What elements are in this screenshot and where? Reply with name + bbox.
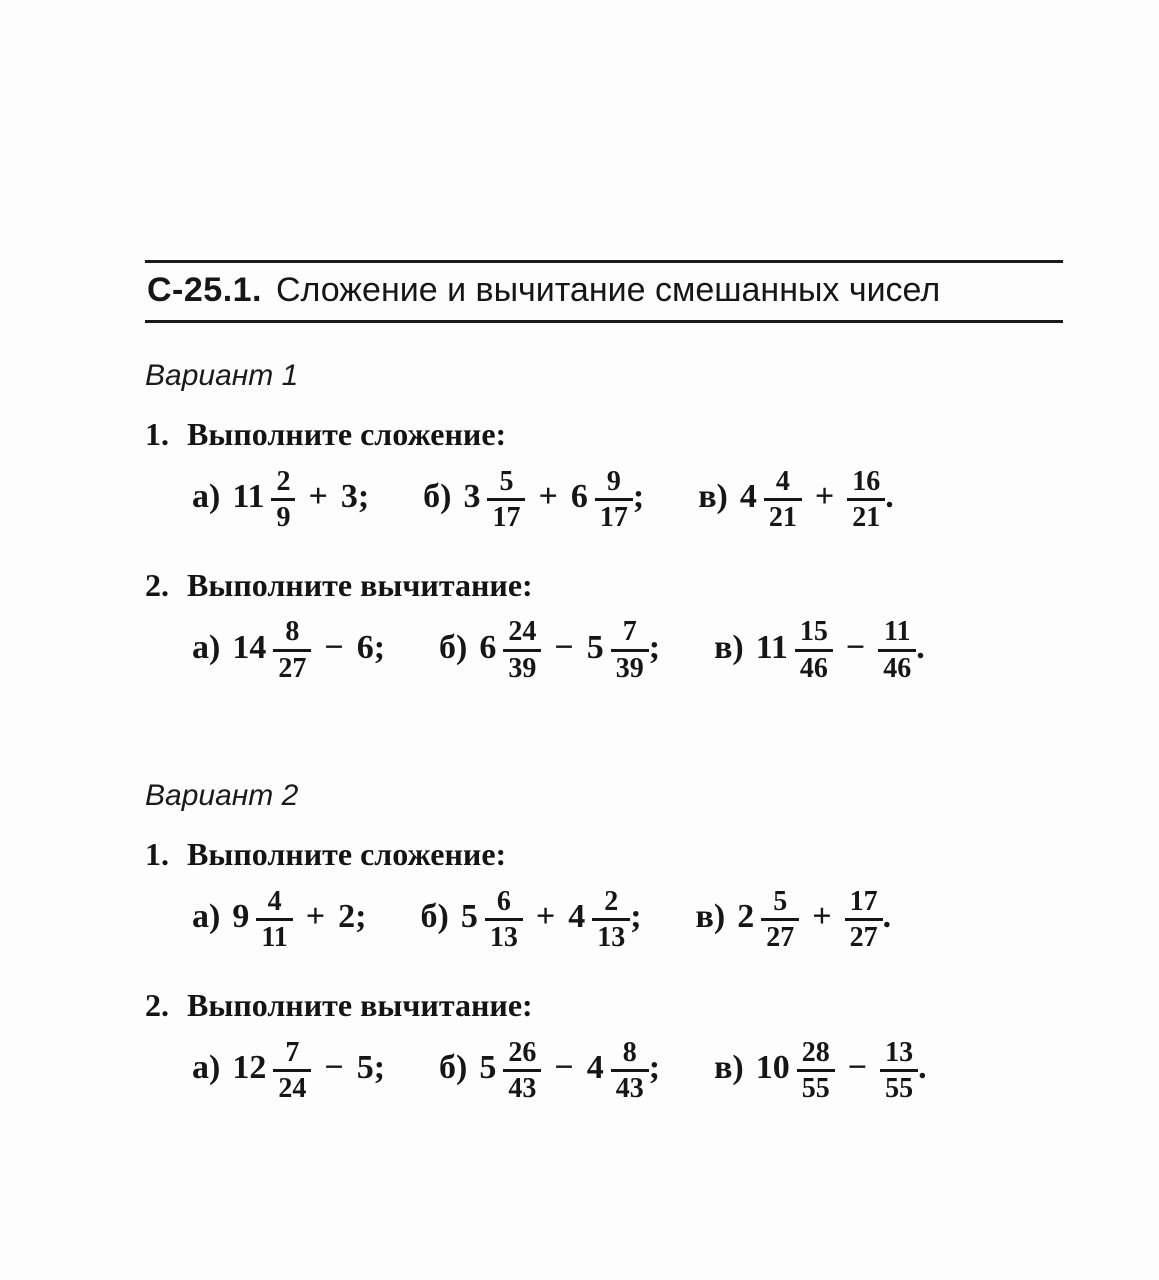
whole-number: 2 bbox=[737, 898, 755, 936]
problem-label: б) bbox=[420, 898, 449, 936]
header-title-row bbox=[145, 263, 1063, 320]
whole-number: 3 bbox=[463, 478, 481, 516]
problem-expression bbox=[232, 616, 386, 684]
end-punctuation: ; bbox=[630, 898, 642, 936]
numerator: 2 bbox=[604, 885, 619, 917]
problem bbox=[714, 615, 925, 684]
operator: + bbox=[812, 898, 832, 936]
problem-expression bbox=[479, 616, 661, 684]
problem-expression bbox=[232, 1036, 386, 1104]
fraction bbox=[503, 615, 541, 684]
operator: − bbox=[845, 628, 866, 666]
whole-number: 10 bbox=[755, 1048, 790, 1086]
denominator: 11 bbox=[256, 918, 292, 954]
task-text: Выполните сложение: bbox=[187, 415, 507, 452]
operator: + bbox=[308, 478, 328, 516]
problem-expression bbox=[479, 1036, 661, 1104]
header-bottom-rule bbox=[145, 320, 1063, 323]
whole-number: 2 bbox=[338, 898, 356, 936]
numerator: 7 bbox=[285, 1036, 300, 1068]
problems-row bbox=[145, 1036, 1063, 1108]
operator: − bbox=[847, 1048, 868, 1086]
fraction bbox=[611, 1036, 649, 1105]
numerator: 9 bbox=[606, 465, 621, 497]
operator: + bbox=[814, 478, 835, 516]
task-title bbox=[145, 836, 1063, 873]
numerator: 8 bbox=[285, 616, 300, 648]
end-punctuation: . bbox=[918, 1048, 927, 1086]
fraction bbox=[271, 465, 295, 534]
problems-row bbox=[145, 465, 1063, 537]
numerator: 8 bbox=[622, 1036, 637, 1068]
task-title bbox=[145, 567, 1063, 604]
end-punctuation: ; bbox=[355, 898, 367, 936]
whole-number: 11 bbox=[232, 478, 265, 516]
numerator: 17 bbox=[849, 885, 878, 917]
fraction bbox=[256, 885, 292, 954]
problem-label: а) bbox=[192, 898, 221, 936]
numerator: 15 bbox=[799, 616, 828, 648]
numerator: 6 bbox=[496, 885, 511, 917]
numerator: 24 bbox=[508, 616, 537, 648]
denominator: 21 bbox=[847, 498, 885, 534]
section-title: Сложение и вычитание смешанных чисел bbox=[276, 271, 941, 309]
problem-label: б) bbox=[423, 478, 452, 516]
denominator: 39 bbox=[611, 649, 649, 685]
end-punctuation: ; bbox=[648, 628, 661, 666]
variants-container bbox=[145, 359, 1063, 1107]
end-punctuation: ; bbox=[632, 478, 645, 516]
operator: − bbox=[324, 1048, 344, 1086]
numerator: 11 bbox=[884, 616, 911, 648]
numerator: 26 bbox=[508, 1036, 537, 1068]
end-punctuation: . bbox=[882, 898, 892, 936]
denominator: 55 bbox=[880, 1069, 918, 1105]
numerator: 28 bbox=[801, 1036, 830, 1068]
variant-name: Вариант 2 bbox=[145, 779, 299, 813]
whole-number: 5 bbox=[479, 1048, 497, 1086]
variant-name: Вариант 1 bbox=[145, 359, 299, 393]
task bbox=[145, 836, 1063, 957]
denominator: 9 bbox=[271, 498, 295, 534]
denominator: 24 bbox=[273, 1069, 311, 1105]
whole-number: 14 bbox=[232, 628, 267, 666]
denominator: 17 bbox=[487, 498, 525, 534]
operator: + bbox=[538, 478, 558, 516]
fraction bbox=[592, 885, 630, 954]
task-title bbox=[145, 416, 1063, 453]
task-title bbox=[145, 987, 1063, 1024]
problem bbox=[423, 465, 644, 534]
end-punctuation: . bbox=[885, 478, 894, 516]
denominator: 43 bbox=[503, 1069, 541, 1105]
problem bbox=[192, 885, 367, 954]
fraction bbox=[795, 615, 833, 684]
problems-row bbox=[145, 615, 1063, 687]
fraction bbox=[487, 465, 525, 534]
problem bbox=[192, 1036, 385, 1105]
fraction bbox=[797, 1036, 835, 1105]
numerator: 2 bbox=[276, 465, 291, 497]
fraction bbox=[761, 885, 799, 954]
whole-number: 5 bbox=[586, 628, 604, 666]
denominator: 27 bbox=[845, 918, 883, 954]
end-punctuation: ; bbox=[357, 478, 370, 516]
denominator: 55 bbox=[797, 1069, 835, 1105]
denominator: 17 bbox=[595, 498, 633, 534]
task bbox=[145, 567, 1063, 688]
variant-section bbox=[145, 359, 1063, 687]
whole-number: 11 bbox=[755, 628, 788, 666]
numerator: 5 bbox=[499, 465, 514, 497]
problem-expression bbox=[232, 465, 370, 533]
task-number: 2. bbox=[145, 986, 177, 1023]
end-punctuation: ; bbox=[648, 1048, 661, 1086]
fraction bbox=[845, 885, 883, 954]
operator: − bbox=[324, 628, 344, 666]
denominator: 13 bbox=[485, 918, 523, 954]
task-text: Выполните сложение: bbox=[187, 835, 507, 872]
numerator: 7 bbox=[622, 616, 637, 648]
problem-expression bbox=[460, 885, 642, 953]
problem-label: б) bbox=[439, 1048, 468, 1086]
problem bbox=[421, 885, 642, 954]
task-number: 1. bbox=[145, 415, 177, 452]
fraction bbox=[611, 615, 649, 684]
end-punctuation: ; bbox=[373, 628, 386, 666]
denominator: 27 bbox=[761, 918, 799, 954]
denominator: 39 bbox=[503, 649, 541, 685]
fraction bbox=[595, 465, 633, 534]
end-punctuation: . bbox=[916, 628, 925, 666]
fraction bbox=[503, 1036, 541, 1105]
problem-label: в) bbox=[714, 1048, 744, 1086]
numerator: 13 bbox=[885, 1036, 914, 1068]
whole-number: 6 bbox=[479, 628, 497, 666]
problem-expression bbox=[755, 1036, 927, 1104]
worksheet-header bbox=[145, 260, 1063, 323]
numerator: 4 bbox=[775, 465, 790, 497]
denominator: 13 bbox=[592, 918, 630, 954]
whole-number: 3 bbox=[340, 478, 358, 516]
operator: − bbox=[554, 628, 574, 666]
problem-expression bbox=[737, 885, 892, 953]
fraction bbox=[880, 1036, 918, 1105]
whole-number: 4 bbox=[568, 898, 586, 936]
problem-label: в) bbox=[698, 478, 728, 516]
whole-number: 6 bbox=[570, 478, 588, 516]
problem-expression bbox=[232, 885, 367, 953]
whole-number: 4 bbox=[586, 1048, 604, 1086]
problem bbox=[714, 1036, 927, 1105]
whole-number: 6 bbox=[356, 628, 374, 666]
problem-label: б) bbox=[439, 628, 468, 666]
denominator: 43 bbox=[611, 1069, 649, 1105]
operator: + bbox=[305, 898, 326, 936]
denominator: 46 bbox=[795, 649, 833, 685]
fraction bbox=[878, 615, 916, 684]
problem-label: в) bbox=[714, 628, 744, 666]
denominator: 27 bbox=[273, 649, 311, 685]
problems-row bbox=[145, 885, 1063, 957]
task bbox=[145, 416, 1063, 537]
problem bbox=[439, 615, 660, 684]
task-text: Выполните вычитание: bbox=[187, 986, 533, 1023]
problem bbox=[696, 885, 892, 954]
numerator: 5 bbox=[773, 885, 788, 917]
fraction bbox=[273, 1036, 311, 1105]
whole-number: 5 bbox=[356, 1048, 374, 1086]
fraction bbox=[847, 465, 885, 534]
whole-number: 12 bbox=[232, 1048, 267, 1086]
task-list bbox=[145, 416, 1063, 688]
whole-number: 9 bbox=[232, 898, 250, 936]
denominator: 46 bbox=[878, 649, 916, 685]
numerator: 4 bbox=[267, 885, 282, 917]
problem bbox=[698, 465, 894, 534]
problem-expression bbox=[755, 616, 925, 684]
problem-label: в) bbox=[695, 898, 726, 936]
variant-section bbox=[145, 779, 1063, 1107]
denominator: 21 bbox=[764, 498, 802, 534]
problem bbox=[192, 465, 369, 534]
task-number: 2. bbox=[145, 566, 177, 603]
problem bbox=[439, 1036, 660, 1105]
task-list bbox=[145, 836, 1063, 1108]
problem-expression bbox=[739, 465, 894, 533]
problem bbox=[192, 615, 385, 684]
section-code: С-25.1. bbox=[147, 271, 262, 309]
problem-label: а) bbox=[192, 478, 221, 516]
task-text: Выполните вычитание: bbox=[187, 566, 533, 603]
numerator: 16 bbox=[852, 465, 881, 497]
task-number: 1. bbox=[145, 835, 177, 872]
operator: + bbox=[535, 898, 556, 936]
whole-number: 5 bbox=[460, 898, 478, 936]
problem-expression bbox=[463, 465, 645, 533]
fraction bbox=[764, 465, 802, 534]
task bbox=[145, 987, 1063, 1108]
problem-label: а) bbox=[192, 628, 221, 666]
operator: − bbox=[554, 1048, 574, 1086]
whole-number: 4 bbox=[739, 478, 757, 516]
problem-label: а) bbox=[192, 1048, 221, 1086]
fraction bbox=[273, 615, 311, 684]
fraction bbox=[485, 885, 523, 954]
end-punctuation: ; bbox=[373, 1048, 386, 1086]
